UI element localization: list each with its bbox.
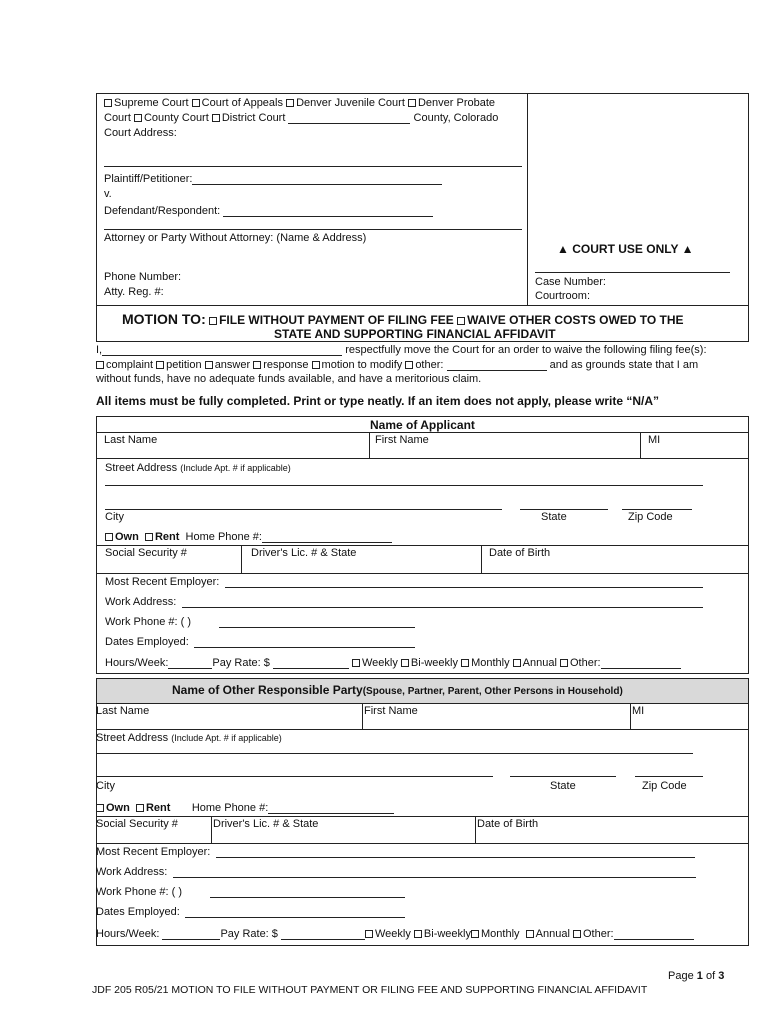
checkbox[interactable] (560, 659, 568, 667)
motion-title-line-2: STATE AND SUPPORTING FINANCIAL AFFIDAVIT (274, 327, 556, 341)
defendant-label: Defendant/Respondent: (104, 205, 433, 217)
attorney-label: Attorney or Party Without Attorney: (Name & Address) (104, 232, 367, 244)
checkbox[interactable] (408, 99, 416, 107)
work-address-field[interactable] (173, 877, 696, 878)
zip-label: Zip Code (628, 511, 673, 523)
checkbox[interactable] (461, 659, 469, 667)
caption-rule (104, 229, 522, 230)
ssn-label: Social Security # (96, 818, 178, 830)
checkbox[interactable] (286, 99, 294, 107)
checkbox[interactable] (312, 361, 320, 369)
versus-label: v. (104, 188, 112, 200)
atty-reg-label: Atty. Reg. #: (104, 286, 164, 298)
checkbox[interactable] (156, 361, 164, 369)
dl-label: Driver's Lic. # & State (251, 547, 357, 559)
checkbox[interactable] (471, 930, 479, 938)
checkbox[interactable] (352, 659, 360, 667)
row-rule (96, 703, 749, 704)
caption-box (96, 93, 749, 306)
checkbox[interactable] (134, 114, 142, 122)
mi-label: MI (648, 434, 661, 446)
street-field[interactable] (96, 753, 693, 754)
employer-label: Most Recent Employer: (96, 846, 211, 858)
hours-field[interactable] (168, 657, 212, 669)
checkbox[interactable] (405, 361, 413, 369)
hours-field[interactable] (162, 928, 220, 940)
col-rule (241, 545, 242, 573)
checkbox[interactable] (205, 361, 213, 369)
city-field[interactable] (96, 776, 493, 777)
rent-checkbox[interactable] (136, 804, 144, 812)
work-address-field[interactable] (182, 607, 703, 608)
checkbox[interactable] (573, 930, 581, 938)
employer-label: Most Recent Employer: (105, 576, 220, 588)
checkbox[interactable] (365, 930, 373, 938)
dob-label: Date of Birth (489, 547, 551, 559)
mi-label: MI (632, 705, 645, 717)
zip-field[interactable] (622, 509, 692, 510)
dates-employed-label: Dates Employed: (105, 636, 189, 648)
dob-label: Date of Birth (477, 818, 539, 830)
checkbox[interactable] (513, 659, 521, 667)
work-phone-field[interactable] (210, 897, 405, 898)
plaintiff-label: Plaintiff/Petitioner: (104, 173, 442, 185)
other-fee-field[interactable] (447, 359, 547, 371)
ssn-label: Social Security # (105, 547, 187, 559)
courts-line-2: Court County Court District Court County, Colorado (104, 112, 499, 124)
row-rule (96, 458, 749, 459)
state-field[interactable] (520, 509, 608, 510)
form-id: JDF 205 R05/21 MOTION TO FILE WITHOUT PAYMENT OR FILING FEE AND SUPPORTING FINANCIAL AFFIDAVIT (92, 984, 648, 996)
checkbox[interactable] (457, 317, 465, 325)
checkbox[interactable] (192, 99, 200, 107)
checkbox[interactable] (253, 361, 261, 369)
col-rule (211, 816, 212, 843)
work-address-label: Work Address: (96, 866, 168, 878)
row-rule (96, 729, 749, 730)
own-rent-row: Own Rent Home Phone #: (96, 802, 394, 814)
col-rule (481, 545, 482, 573)
county-field[interactable] (288, 112, 410, 124)
rent-checkbox[interactable] (145, 533, 153, 541)
other-party-header: Name of Other Responsible Party(Spouse, Partner, Parent, Other Persons in Household) (172, 683, 623, 697)
pay-row: Hours/Week: Pay Rate: $ Weekly Bi-weekly Monthly Annual Other: (105, 657, 681, 669)
first-name-label: First Name (375, 434, 429, 446)
case-number-label: Case Number: (535, 276, 606, 288)
motion-title: MOTION TO: FILE WITHOUT PAYMENT OF FILING FEE WAIVE OTHER COSTS OWED TO THE (122, 311, 684, 327)
other-pay-field[interactable] (614, 928, 694, 940)
pay-rate-field[interactable] (281, 928, 365, 940)
employer-field[interactable] (216, 857, 695, 858)
own-checkbox[interactable] (105, 533, 113, 541)
checkbox[interactable] (96, 361, 104, 369)
row-rule (96, 843, 749, 844)
court-use-rule (535, 272, 730, 273)
street-field[interactable] (105, 485, 703, 486)
checkbox[interactable] (414, 930, 422, 938)
street-label: Street Address (Include Apt. # if applicable) (105, 462, 291, 474)
last-name-label: Last Name (104, 434, 158, 446)
checkbox[interactable] (209, 317, 217, 325)
city-field[interactable] (105, 509, 502, 510)
motion-line-3: without funds, have no adequate funds available, and have a meritorious claim. (96, 373, 482, 385)
courts-line-1: Supreme Court Court of Appeals Denver Juvenile Court Denver Probate (104, 97, 495, 109)
checkbox[interactable] (104, 99, 112, 107)
applicant-header: Name of Applicant (370, 418, 475, 432)
employer-field[interactable] (225, 587, 703, 588)
movant-name-field[interactable] (102, 344, 342, 356)
home-phone-field[interactable] (268, 802, 394, 814)
zip-field[interactable] (635, 776, 703, 777)
checkbox[interactable] (212, 114, 220, 122)
col-rule (362, 703, 363, 729)
instructions: All items must be fully completed. Print or type neatly. If an item does not apply, please write “N/A” (96, 394, 660, 408)
col-rule (640, 432, 641, 458)
own-rent-row: Own Rent Home Phone #: (105, 531, 392, 543)
row-rule (96, 816, 749, 817)
pay-row: Hours/Week: Pay Rate: $ Weekly Bi-weekly Monthly Annual Other: (96, 928, 694, 940)
row-rule (96, 545, 749, 546)
motion-intro: I, respectfully move the Court for an order to waive the following filing fee(s): (96, 344, 707, 356)
dl-label: Driver's Lic. # & State (213, 818, 319, 830)
state-field[interactable] (510, 776, 616, 777)
fee-options: complaint petition answer response motion to modify other: and as grounds state that I am (96, 359, 698, 371)
other-pay-field[interactable] (601, 657, 681, 669)
work-phone-label: Work Phone #: ( ) (96, 886, 182, 898)
caption-divider (527, 93, 528, 306)
last-name-label: Last Name (96, 705, 150, 717)
phone-label: Phone Number: (104, 271, 182, 283)
work-phone-label: Work Phone #: ( ) (105, 616, 191, 628)
home-phone-field[interactable] (262, 531, 392, 543)
state-label: State (541, 511, 567, 523)
court-use-only: ▲ COURT USE ONLY ▲ (557, 242, 694, 256)
defendant-field[interactable] (223, 205, 433, 217)
pay-rate-field[interactable] (273, 657, 349, 669)
city-label: City (96, 780, 115, 792)
row-rule (96, 432, 749, 433)
zip-label: Zip Code (642, 780, 687, 792)
work-address-label: Work Address: (105, 596, 177, 608)
own-checkbox[interactable] (96, 804, 104, 812)
checkbox[interactable] (526, 930, 534, 938)
col-rule (630, 703, 631, 729)
dates-employed-field[interactable] (194, 647, 415, 648)
courtroom-label: Courtroom: (535, 290, 591, 302)
court-address-label: Court Address: (104, 127, 177, 139)
checkbox[interactable] (401, 659, 409, 667)
state-label: State (550, 780, 576, 792)
work-phone-field[interactable] (219, 627, 415, 628)
caption-rule (104, 166, 522, 167)
triangle-up-icon: ▲ (557, 242, 569, 256)
dates-employed-label: Dates Employed: (96, 906, 180, 918)
first-name-label: First Name (364, 705, 418, 717)
plaintiff-field[interactable] (192, 173, 442, 185)
col-rule (475, 816, 476, 843)
city-label: City (105, 511, 124, 523)
row-rule (96, 573, 749, 574)
page-number: Page 1 of 3 (668, 970, 725, 982)
col-rule (369, 432, 370, 458)
triangle-up-icon: ▲ (681, 242, 694, 256)
dates-employed-field[interactable] (185, 917, 405, 918)
street-label: Street Address (Include Apt. # if applicable) (96, 732, 282, 744)
